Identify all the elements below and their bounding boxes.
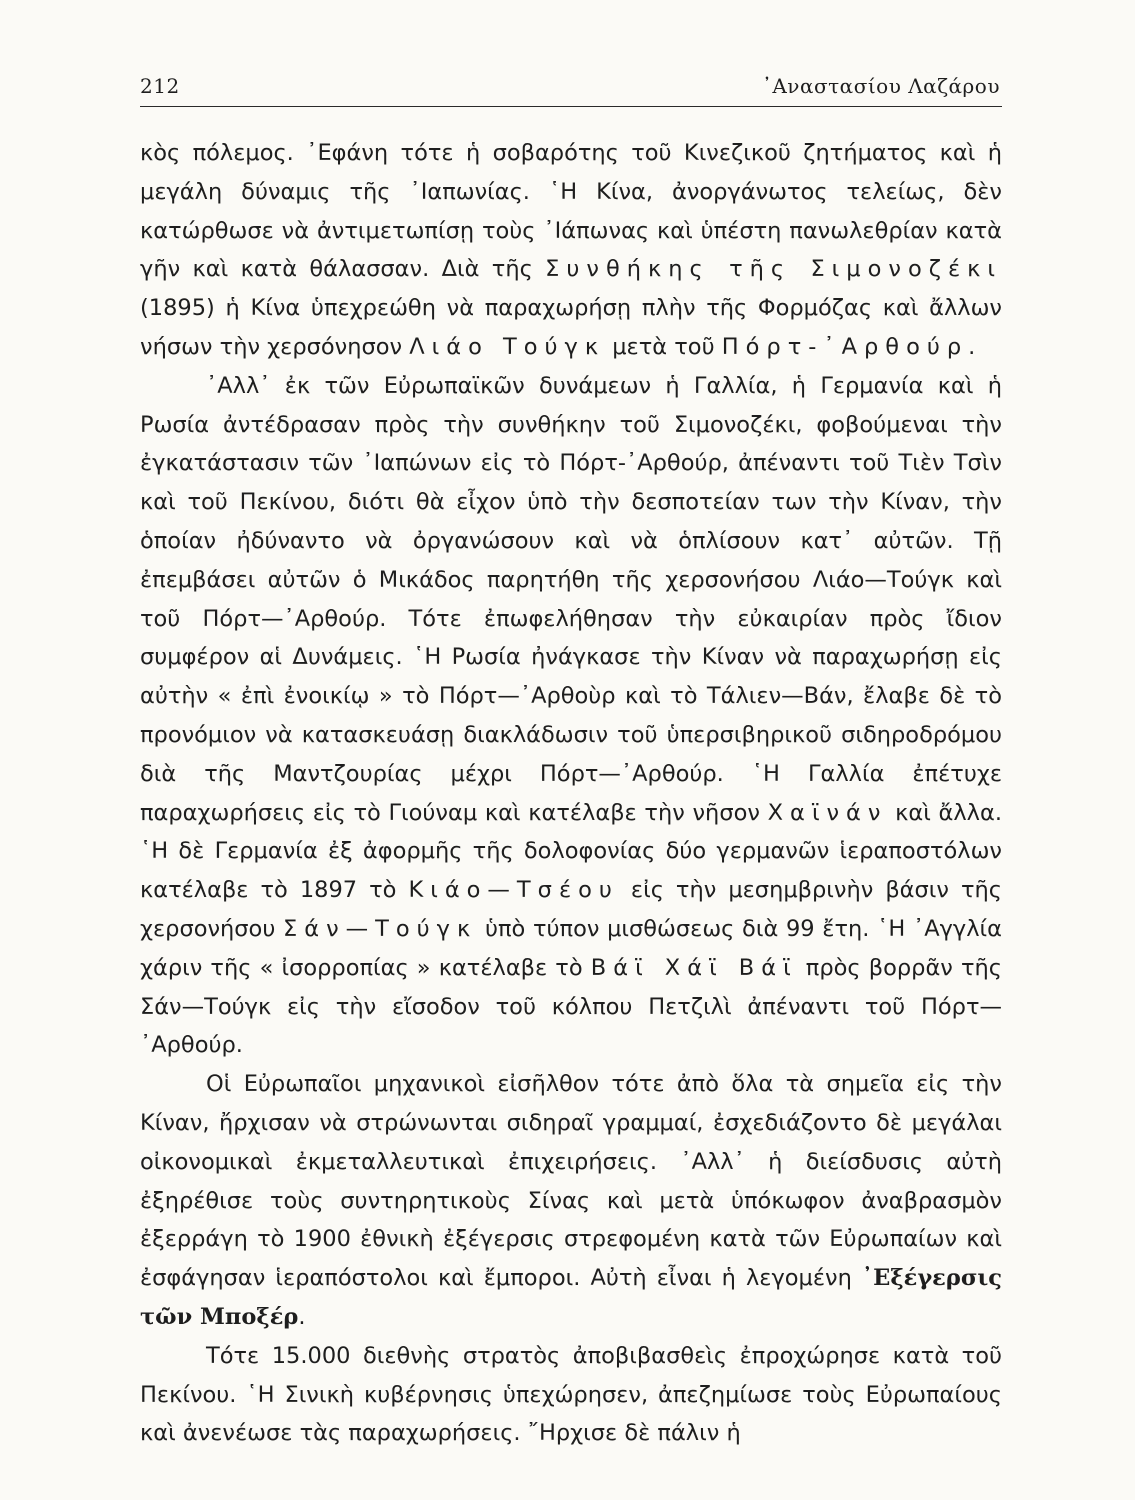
- text-run: Τότε 15.000 διεθνὴς στρατὸς ἀποβιβασθεὶς ἐπροχώρησε κατὰ τοῦ Πεκίνου. ῾Η Σινικὴ κυβέρνησις ὑπεχώρησεν, ἀπεζημίωσε τοὺς Εὐρωπαίους καὶ ἀνενέωσε τὰς παραχωρήσεις. ῎Ηρχισε δὲ πάλιν ἡ: [140, 1342, 1002, 1447]
- text-run: κὸς πόλεμος. ᾿Εφάνη τότε ἡ σοβαρότης τοῦ Κινεζικοῦ ζητήματος καὶ ἡ μεγάλη δύναμις τῆς ᾿Ιαπωνίας. ῾Η Κίνα, ἀνοργάνωτος τελείως, δὲν κατώρθωσε νὰ ἀντιμετωπίσῃ τοὺς ᾿Ιάπωνας καὶ ὑπέστη πανωλεθρίαν κατὰ γῆν καὶ κατὰ θάλασσαν. Διὰ τῆς: [140, 140, 1002, 283]
- spaced-term: Βάϊ Χάϊ Βάϊ: [590, 954, 798, 981]
- text-run: ὑπὸ τύπον μισθώσεως διὰ 99 ἔτη. ῾Η ᾿Αγγλία χάριν τῆς « ἰσορροπίας » κατέλαβε τὸ: [140, 915, 1002, 981]
- page-header: [140, 74, 1000, 98]
- text-run: πρὸς βορρᾶν τῆς Σάν—Τούγκ εἰς τὴν εἴσοδον τοῦ κόλπου Πετζιλὶ ἀπέναντι τοῦ Πόρτ—᾿Αρθούρ.: [140, 954, 1002, 1059]
- text-run: Οἱ Εὐρωπαῖοι μηχανικοὶ εἰσῆλθον τότε ἀπὸ ὅλα τὰ σημεῖα εἰς τὴν Κίναν, ἤρχισαν νὰ στρώνωνται σιδηραῖ γραμμαί, ἐσχεδιάζοντο δὲ μεγάλαι οἰκονομικαὶ ἐκμεταλλευτικαὶ ἐπιχειρήσεις. ᾿Αλλ᾿ ἡ διείσδυσις αὐτὴ ἐξηρέθισε τοὺς συντηρητικοὺς Σίνας καὶ μετὰ ὑπόκωφον ἀναβρασμὸν ἐξερράγη τὸ 1900 ἐθνικὴ ἐξέγερσις στρεφομένη κατὰ τῶν Εὐρωπαίων καὶ ἐσφάγησαν ἱεραπόστολοι καὶ ἔμποροι. Αὐτὴ εἶναι ἡ λεγομένη: [140, 1071, 1002, 1292]
- paragraph-1: [140, 134, 1002, 367]
- text-run: (1895) ἡ Κίνα ὑπεχρεώθη νὰ παραχωρήσῃ πλὴν τῆς Φορμόζας καὶ ἄλλων νήσων τὴν χερσόνησον: [140, 295, 1002, 360]
- spaced-term: Λιάο Τούγκ: [409, 333, 606, 360]
- spaced-term: Κιάο—Τσέου: [408, 877, 619, 904]
- body-text: [140, 134, 1002, 1453]
- paragraph-3: [140, 1065, 1002, 1337]
- spaced-term: Χαϊνάν: [767, 799, 888, 826]
- text-run: εἰς τὴν μεσημβρινὴν βάσιν τῆς χερσονήσου: [140, 877, 1002, 942]
- spaced-term: Σάν—Τούγκ: [283, 915, 478, 942]
- spaced-term: Συνθήκης τῆς Σιμονοζέκι: [545, 256, 1002, 283]
- paragraph-4: [140, 1337, 1002, 1453]
- text-run: .: [298, 1303, 306, 1330]
- text-run: ᾿Αλλ᾿ ἐκ τῶν Εὐρωπαϊκῶν δυνάμεων ἡ Γαλλία, ἡ Γερμανία καὶ ἡ Ρωσία ἀντέδρασαν πρὸς τὴν συνθήκην τοῦ Σιμονοζέκι, φοβούμεναι τὴν ἐγκατάστασιν τῶν ᾿Ιαπώνων εἰς τὸ Πόρτ-᾿Αρθούρ, ἀπέναντι τοῦ Τιὲν Τσὶν καὶ τοῦ Πεκίνου, διότι θὰ εἶχον ὑπὸ τὴν δεσποτείαν των τὴν Κίναν, τὴν ὁποίαν ἠδύναντο νὰ ὀργανώσουν καὶ νὰ ὁπλίσουν κατ᾿ αὐτῶν. Τῇ ἐπεμβάσει αὐτῶν ὁ Μικάδος παρητήθη τῆς χερσονήσου Λιάο—Τούγκ καὶ τοῦ Πόρτ—᾿Αρθούρ. Τότε ἐπωφελήθησαν τὴν εὐκαιρίαν πρὸς ἴδιον συμφέρον αἱ Δυνάμεις. ῾Η Ρωσία ἠνάγκασε τὴν Κίναν νὰ παραχωρήσῃ εἰς αὐτὴν « ἐπὶ ἐνοικίῳ » τὸ Πόρτ—᾿Αρθοὺρ καὶ τὸ Τάλιεν—Βάν, ἔλαβε δὲ τὸ προνόμιον νὰ κατασκευάσῃ διακλάδωσιν τοῦ ὑπερσιβηρικοῦ σιδηροδρόμου διὰ τῆς Μαντζουρίας μέχρι Πόρτ—᾿Αρθούρ. ῾Η Γαλλία ἐπέτυχε παραχωρήσεις εἰς τὸ Γιούναμ καὶ κατέλαβε τὴν νῆσον: [140, 372, 1002, 826]
- text-run: μετὰ τοῦ: [605, 333, 722, 360]
- header-rule: [140, 106, 1002, 107]
- page-number: 212: [140, 74, 180, 98]
- bold-term: ᾿Εξέγερσις τῶν Μποξέρ: [140, 1265, 1002, 1330]
- paragraph-2: [140, 367, 1002, 1065]
- text-run: καὶ ἄλλα. ῾Η δὲ Γερμανία ἐξ ἀφορμῆς τῆς δολοφονίας δύο γερμανῶν ἱεραποστόλων κατέλαβε τὸ 1897 τὸ: [140, 799, 1002, 904]
- running-title: ᾿Αναστασίου Λαζάρου: [761, 74, 1000, 98]
- text-run: .: [968, 333, 976, 360]
- spaced-term: Πόρτ-᾿Αρθούρ: [721, 333, 969, 360]
